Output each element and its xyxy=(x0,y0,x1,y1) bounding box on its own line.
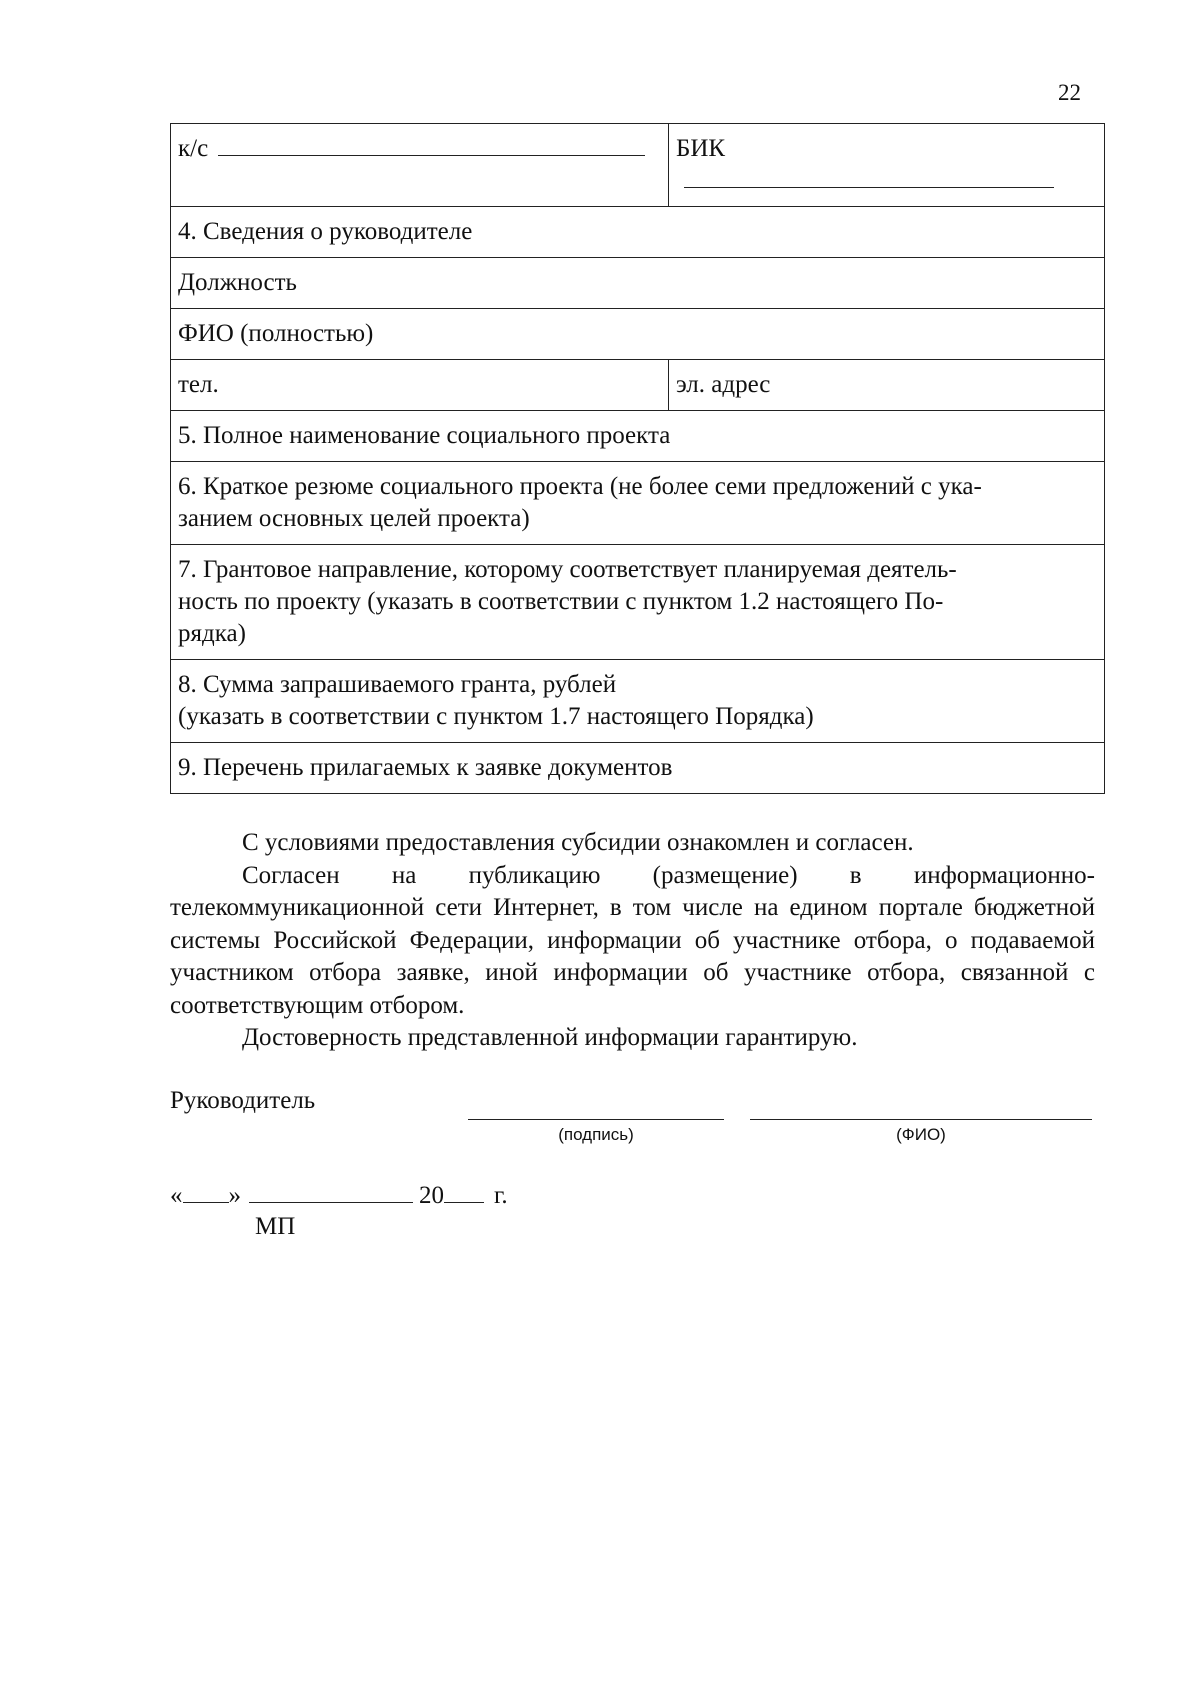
section-6-line: занием основных целей проекта) xyxy=(178,505,530,532)
bank-details-row xyxy=(171,124,1105,207)
bik-blank-line xyxy=(684,165,1054,188)
position-row xyxy=(171,258,1105,309)
full-name-field: ФИО (полностью) xyxy=(171,309,1105,360)
full-name-row xyxy=(171,309,1105,360)
month-blank-line xyxy=(249,1182,413,1203)
stamp-place-label: МП xyxy=(255,1213,296,1240)
section-6-field xyxy=(171,462,1105,545)
section-6-row xyxy=(171,462,1105,545)
section-9-row xyxy=(171,743,1105,794)
section-4-heading: 4. Сведения о руководителе xyxy=(171,207,1105,258)
publication-consent-paragraph: Согласен на публикацию (размещение) в информационно-телекоммуникационной сети Интернет, в том числе на едином портале бюджетной системы Российской Федерации, информации об участнике отбора, о подаваемой участником отбора заявке, иной информации об участнике отбора, связанной с соответствующим отбором. xyxy=(170,861,1095,1019)
email-field: эл. адрес xyxy=(669,360,1105,411)
application-form-table xyxy=(170,123,1105,794)
date-line xyxy=(170,1182,508,1210)
bik-cell xyxy=(669,124,1105,207)
page-number: 22 xyxy=(1058,80,1081,105)
signature-line xyxy=(468,1119,724,1120)
section-9-field: 9. Перечень прилагаемых к заявке документов xyxy=(171,743,1105,794)
date-close-quote: » xyxy=(228,1182,241,1209)
section-7-row xyxy=(171,545,1105,660)
signature-block xyxy=(170,1087,1100,1147)
day-blank-line xyxy=(183,1182,229,1203)
section-7-line: ность по проекту (указать в соответствии с пунктом 1.2 настоящего По- xyxy=(178,588,944,615)
signatory-role-label: Руководитель xyxy=(170,1087,316,1114)
signature-caption: (подпись) xyxy=(558,1125,634,1144)
year-century: 20 xyxy=(419,1182,444,1209)
section-6-line: 6. Краткое резюме социального проекта (не более семи предложений с ука- xyxy=(178,473,982,500)
contacts-row xyxy=(171,360,1105,411)
section-7-line: рядка) xyxy=(178,620,246,647)
position-field: Должность xyxy=(171,258,1105,309)
accuracy-guarantee-paragraph: Достоверность представленной информации гарантирую. xyxy=(242,1024,858,1051)
full-name-line xyxy=(750,1119,1092,1120)
section-8-row xyxy=(171,660,1105,743)
consent-paragraph: С условиями предоставления субсидии ознакомлен и согласен. xyxy=(242,829,914,856)
ks-cell xyxy=(171,124,669,207)
ks-blank-line xyxy=(218,133,645,156)
section-4-row xyxy=(171,207,1105,258)
section-8-line: 8. Сумма запрашиваемого гранта, рублей xyxy=(178,671,617,698)
section-7-field xyxy=(171,545,1105,660)
full-name-caption: (ФИО) xyxy=(896,1125,946,1144)
section-7-line: 7. Грантовое направление, которому соответствует планируемая деятель- xyxy=(178,556,957,583)
phone-field: тел. xyxy=(171,360,669,411)
section-8-line: (указать в соответствии с пунктом 1.7 настоящего Порядка) xyxy=(178,703,814,730)
section-8-field xyxy=(171,660,1105,743)
section-5-row xyxy=(171,411,1105,462)
bik-label: БИК xyxy=(676,135,726,162)
consent-statement xyxy=(170,827,1095,1055)
date-open-quote: « xyxy=(170,1182,183,1209)
year-suffix: г. xyxy=(494,1182,508,1209)
section-5-field: 5. Полное наименование социального проекта xyxy=(171,411,1105,462)
year-blank-line xyxy=(444,1182,484,1203)
ks-label: к/с xyxy=(178,135,209,162)
